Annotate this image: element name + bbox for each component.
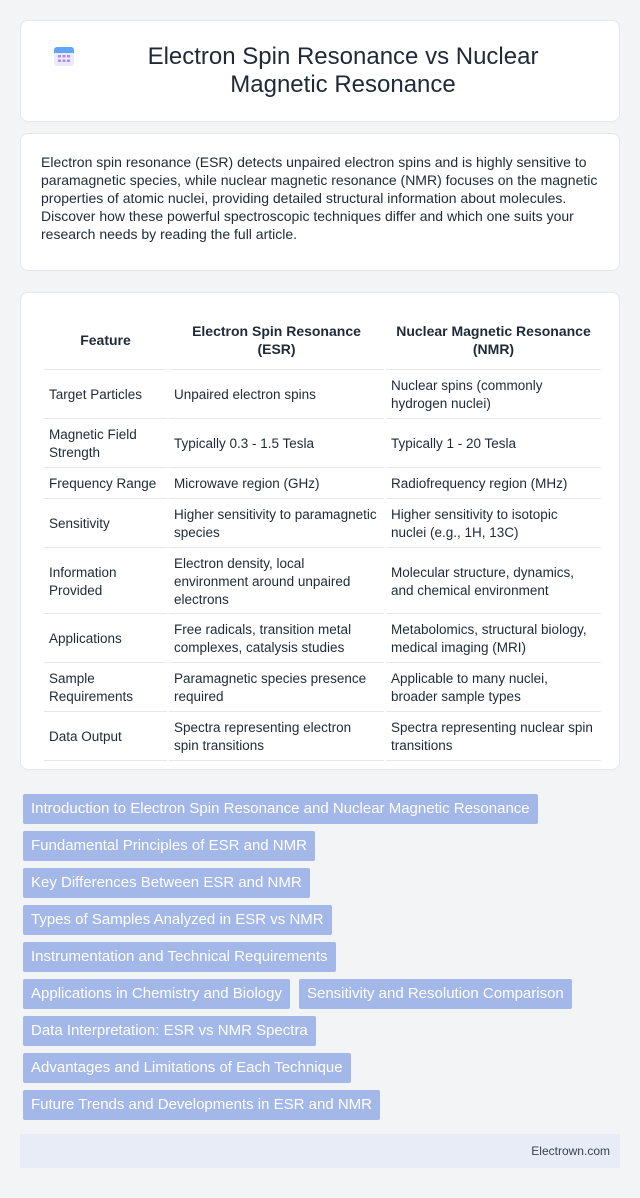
table-row [44,616,601,663]
table-header-row [44,311,601,370]
table-cell: Paramagnetic species presence required [169,665,384,712]
table-row [44,714,601,761]
title-row [21,21,619,121]
table-cell: Data Output [44,714,167,761]
header-card [20,20,620,122]
table-cell: Typically 1 - 20 Tesla [386,421,601,468]
table-row [44,470,601,499]
toc-link-sensitivity[interactable]: Sensitivity and Resolution Comparison [299,979,572,1009]
table-cell: Applicable to many nuclei, broader sample types [386,665,601,712]
table-row [44,501,601,548]
table-cell: Target Particles [44,372,167,419]
intro-text: Electron spin resonance (ESR) detects unpaired electron spins and is highly sensitive to paramagnetic species, while nuclear magnetic resonance (NMR) focuses on the magnetic properties of atomic nuclei, providing detailed structural information about molecules. Discover how these powerful spectroscopic techniques differ and which one suits your research needs by reading the full article. [41,154,598,242]
table-cell: Electron density, local environment around unpaired electrons [169,550,384,614]
toc-link-types-of-samples[interactable]: Types of Samples Analyzed in ESR vs NMR [23,905,332,935]
table-cell: Frequency Range [44,470,167,499]
table-cell: Magnetic Field Strength [44,421,167,468]
table-cell: Molecular structure, dynamics, and chemical environment [386,550,601,614]
toc-link-introduction[interactable]: Introduction to Electron Spin Resonance and Nuclear Magnetic Resonance [23,794,538,824]
table-cell: Radiofrequency region (MHz) [386,470,601,499]
table-cell: Microwave region (GHz) [169,470,384,499]
table-cell: Spectra representing electron spin transitions [169,714,384,761]
toc-link-instrumentation[interactable]: Instrumentation and Technical Requirements [23,942,336,972]
toc-link-key-differences[interactable]: Key Differences Between ESR and NMR [23,868,310,898]
calendar-icon [52,44,76,68]
toc-link-future-trends[interactable]: Future Trends and Developments in ESR and NMR [23,1090,380,1120]
toc-row [23,979,617,1016]
header-feature: Feature [44,311,167,370]
table-cell: Applications [44,616,167,663]
comparison-table-card [20,292,620,770]
comparison-table [42,309,603,763]
toc-link-applications[interactable]: Applications in Chemistry and Biology [23,979,290,1009]
header-esr: Electron Spin Resonance (ESR) [169,311,384,370]
table-row [44,421,601,468]
footer-site-name: Electrown.com [531,1144,610,1158]
table-cell: Higher sensitivity to paramagnetic species [169,501,384,548]
table-row [44,550,601,614]
toc-links [23,794,617,1127]
table-cell: Typically 0.3 - 1.5 Tesla [169,421,384,468]
toc-link-advantages[interactable]: Advantages and Limitations of Each Technique [23,1053,351,1083]
table-row [44,372,601,419]
table-cell: Metabolomics, structural biology, medical imaging (MRI) [386,616,601,663]
intro-card [20,133,620,271]
toc-link-data-interpretation[interactable]: Data Interpretation: ESR vs NMR Spectra [23,1016,316,1046]
table-cell: Sample Requirements [44,665,167,712]
table-cell: Sensitivity [44,501,167,548]
table-cell: Information Provided [44,550,167,614]
table-cell: Free radicals, transition metal complexes, catalysis studies [169,616,384,663]
table-row [44,665,601,712]
footer [20,1134,620,1168]
table-cell: Spectra representing nuclear spin transitions [386,714,601,761]
table-cell: Unpaired electron spins [169,372,384,419]
header-nmr: Nuclear Magnetic Resonance (NMR) [386,311,601,370]
toc-link-fundamental-principles[interactable]: Fundamental Principles of ESR and NMR [23,831,315,861]
page-title: Electron Spin Resonance vs Nuclear Magnetic Resonance [147,43,539,98]
table-cell: Nuclear spins (commonly hydrogen nuclei) [386,372,601,419]
table-cell: Higher sensitivity to isotopic nuclei (e.g., 1H, 13C) [386,501,601,548]
